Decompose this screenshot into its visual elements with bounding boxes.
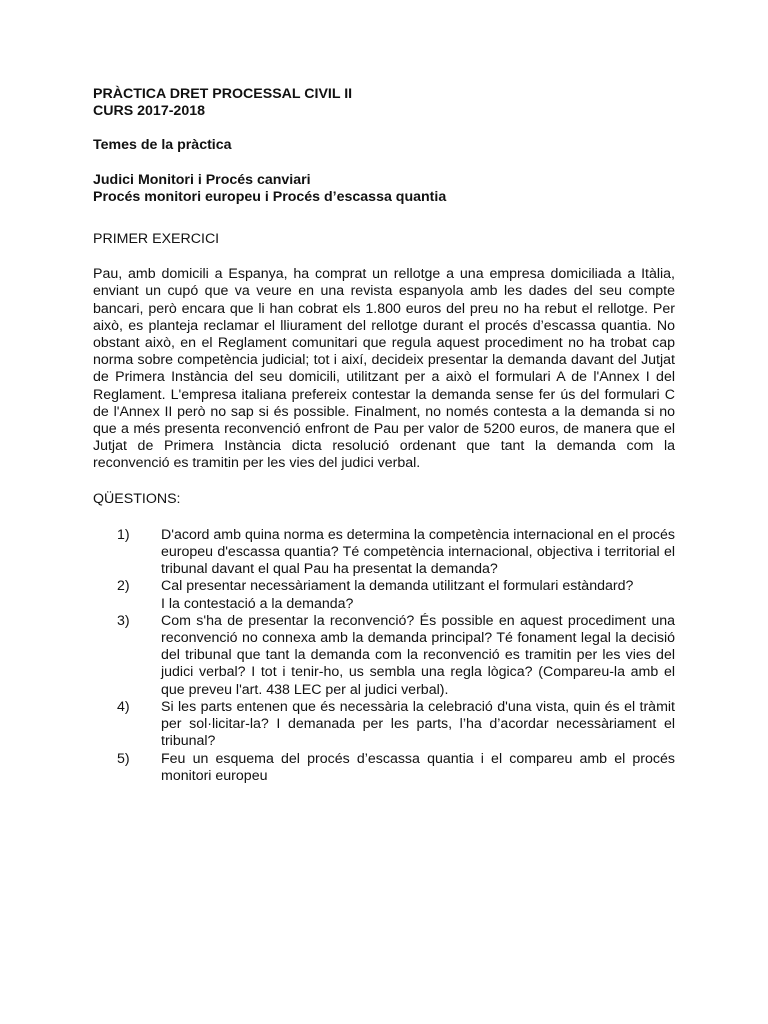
spacer — [93, 473, 675, 491]
question-text: Com s'ha de presentar la reconvenció? És possible en aquest procediment una reconvenció no connexa amb la demanda principal? Té fonament legal la decisió del tribunal que tant la demanda com la reconvenció es tramitin per les vies del judici verbal? I tot i tenir-ho, us sembla una regla lògica? (Compareu-la amb el que preveu l'art. 438 LEC per al judici verbal). — [161, 612, 675, 698]
question-number: 4) — [117, 698, 130, 715]
course-year: CURS 2017-2018 — [93, 103, 205, 120]
question-text-line: I la contestació a la demanda? — [161, 595, 354, 612]
question-number: 1) — [117, 526, 130, 543]
exercise-paragraph: Pau, amb domicili a Espanya, ha comprat un rellotge a una empresa domiciliada a Itàlia, enviant un cupó que va veure en una revista espanyola amb les dades del seu compte bancari, però encara que li han cobrat els 1.800 euros del preu no ha rebut el rellotge. Per això, es planteja reclamar el lliurament del rellotge durant el procés d’escassa quantia. No obstant això, en el Reglament comunitari que regula aquest procediment no ha trobat cap norma sobre competència judicial; tot i així, decideix presentar la demanda davant del Jutjat de Primera Instància del seu domicili, utilitzant per a això el formulari A de l'Annex I del Reglament. L'empresa italiana prefereix contestar la demanda sense fer ús del formulari C de l'Annex II però no sap si és possible. Finalment, no només contesta a la demanda si no que a més presenta reconvenció enfront de Pau per valor de 5200 euros, de manera que el Jutjat de Primera Instància dicta resolució ordenant que tant la demanda com la reconvenció es tramitin per les vies del judici verbal. — [93, 266, 675, 472]
topic-line-1: Judici Monitori i Procés canviari — [93, 171, 311, 188]
spacer — [93, 155, 675, 172]
topics-heading: Temes de la pràctica — [93, 137, 232, 154]
question-item — [93, 751, 675, 785]
question-item — [93, 527, 675, 579]
topic-line-2: Procés monitori europeu i Procés d’escassa quantia — [93, 188, 447, 205]
exercise-heading: PRIMER EXERCICI — [93, 231, 220, 248]
spacer — [93, 508, 675, 527]
question-item — [93, 613, 675, 699]
spacer — [93, 206, 675, 231]
question-text: D'acord amb quina norma es determina la competència internacional en el procés europeu d'escassa quantia? Té competència internacional, objectiva i territorial el tribunal davant el qual Pau ha presentat la demanda? — [161, 526, 675, 578]
questions-list — [93, 527, 675, 785]
question-number: 2) — [117, 578, 130, 595]
spacer — [93, 120, 675, 137]
document-page — [93, 86, 675, 785]
questions-heading: QÜESTIONS: — [93, 490, 181, 507]
question-text-line: Cal presentar necessàriament la demanda utilitzant el formulari estàndard? — [161, 578, 634, 595]
question-text — [161, 578, 675, 612]
document-title: PRÀCTICA DRET PROCESSAL CIVIL II — [93, 86, 353, 102]
spacer — [93, 248, 675, 266]
question-number: 3) — [117, 612, 130, 629]
question-text: Si les parts entenen que és necessària la celebració d'una vista, quin és el tràmit per sol·licitar-la? I demanada per les parts, l’ha d’acordar necessàriament el tribunal? — [161, 698, 675, 750]
question-item — [93, 578, 675, 612]
question-number: 5) — [117, 750, 130, 767]
question-item — [93, 699, 675, 751]
question-text: Feu un esquema del procés d’escassa quantia i el compareu amb el procés monitori europeu — [161, 750, 675, 784]
